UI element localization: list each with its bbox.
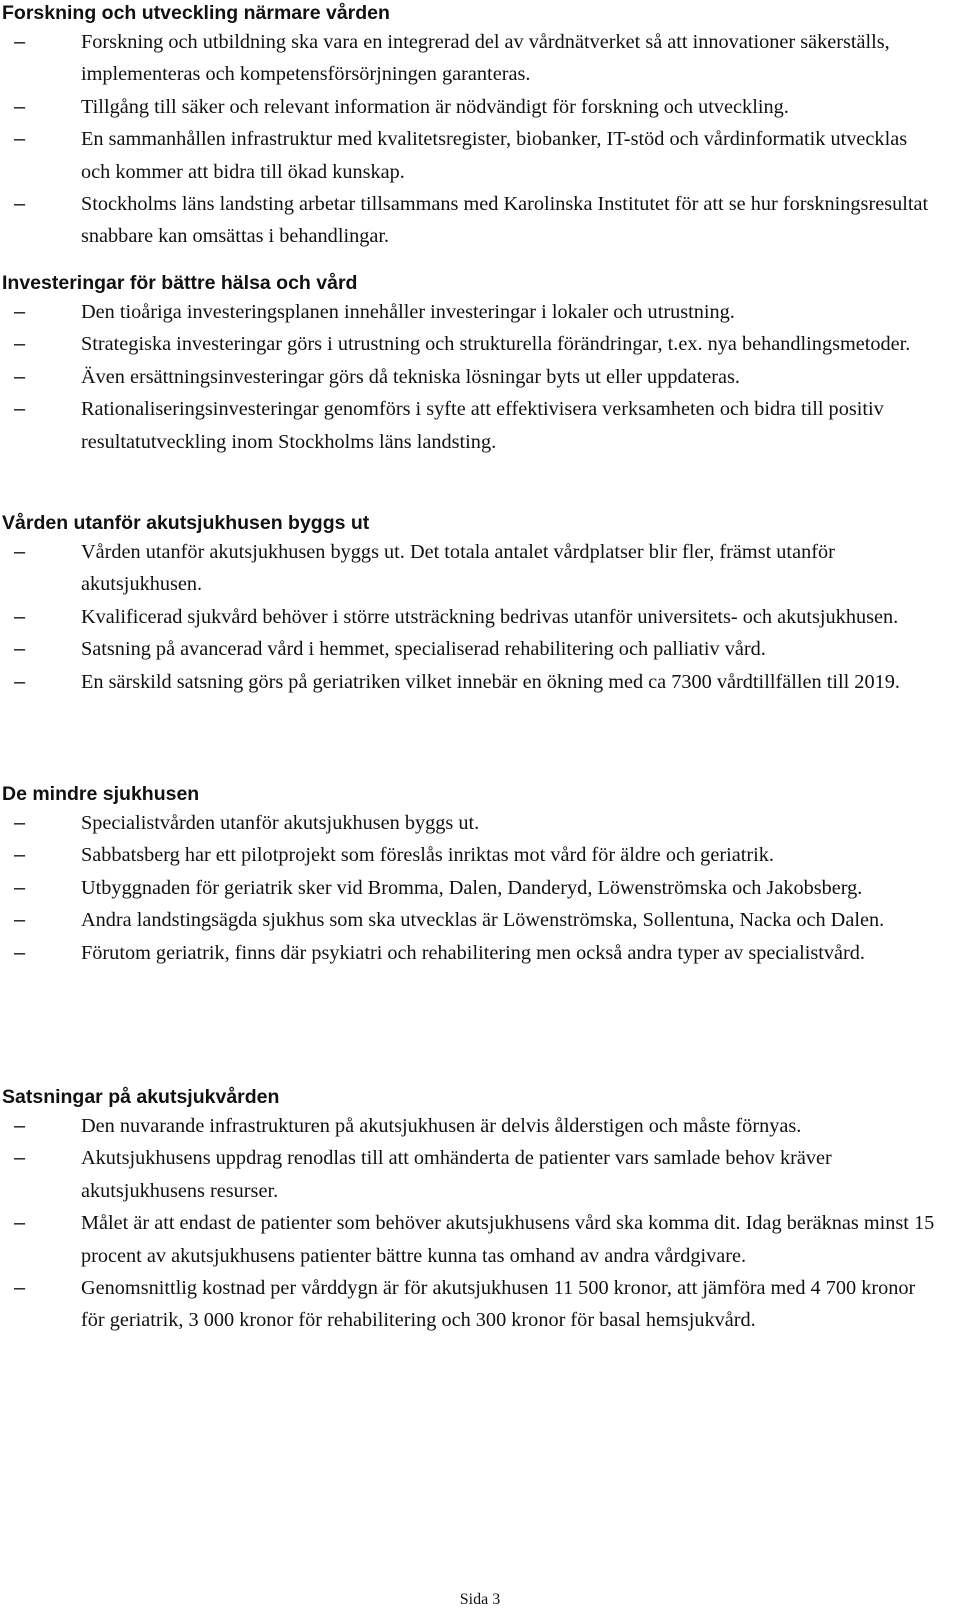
section-mindre-sjukhusen [0,781,960,969]
item-text: Kvalificerad sjukvård behöver i större utsträckning bedrivas utanför universitets- och akutsjukhusen. [81,605,899,628]
dash-bullet: – [14,95,26,118]
dash-bullet: – [14,812,26,834]
list-item [0,601,960,633]
dash-bullet: – [14,909,26,932]
item-text: Även ersättningsinvesteringar görs då tekniska lösningar byts ut eller uppdateras. [81,365,740,388]
section-akutsjukvarden [0,1084,960,1337]
dash-bullet: – [14,398,26,421]
bullet-list [0,26,960,253]
dash-bullet: – [14,1115,26,1137]
section-heading: Investeringar för bättre hälsa och vård [2,272,358,294]
section-forskning [0,0,960,253]
dash-bullet: – [14,1277,26,1300]
item-text: Strategiska investeringar görs i utrustning och strukturella förändringar, t.ex. nya behandlingsmetoder. [81,333,911,356]
list-item [0,26,960,91]
item-text: Den tioåriga investeringsplanen innehåller investeringar i lokaler och utrustning. [81,301,735,323]
list-item [0,633,960,665]
section-heading: Forskning och utveckling närmare vården [2,2,390,24]
item-text: Sabbatsberg har ett pilotprojekt som föreslås inriktas mot vård för äldre och geriatrik. [81,844,774,867]
list-item [0,807,960,839]
section-varden-utanfor [0,510,960,698]
list-item [0,123,960,188]
section-heading: De mindre sjukhusen [2,783,200,805]
item-text: Akutsjukhusens uppdrag renodlas till att omhänderta de patienter vars samlade behov kräver akutsjukhusens resurser. [81,1147,832,1202]
dash-bullet: – [14,193,26,216]
item-text: Utbyggnaden för geriatrik sker vid Bromma, Dalen, Danderyd, Löwenströmska och Jakobsberg. [81,876,863,899]
item-text: Vården utanför akutsjukhusen byggs ut. Det totala antalet vårdplatser blir fler, främst utanför akutsjukhusen. [81,541,835,596]
item-text: Satsning på avancerad vård i hemmet, specialiserad rehabilitering och palliativ vård. [81,638,766,661]
dash-bullet: – [14,333,26,356]
dash-bullet: – [14,301,26,323]
list-item [0,536,960,601]
dash-bullet: – [14,670,26,693]
item-text: Specialistvården utanför akutsjukhusen byggs ut. [81,812,480,834]
list-item [0,328,960,360]
dash-bullet: – [14,128,26,151]
bullet-list [0,1110,960,1337]
dash-bullet: – [14,365,26,388]
dash-bullet: – [14,605,26,628]
list-item [0,361,960,393]
bullet-list [0,296,960,458]
list-item [0,839,960,871]
item-text: Tillgång till säker och relevant information är nödvändigt för forskning och utveckling. [81,95,789,118]
dash-bullet: – [14,844,26,867]
dash-bullet: – [14,1147,26,1170]
item-text: Målet är att endast de patienter som behöver akutsjukhusens vård ska komma dit. Idag beräknas minst 15 procent av akutsjukhusens patienter bättre kunna tas omhand av andra vårdgivare. [81,1212,935,1267]
list-item [0,91,960,123]
item-text: Rationaliseringsinvesteringar genomförs i syfte att effektivisera verksamheten och bidra till positiv resultatutveckling inom Stockholms läns landsting. [81,398,884,453]
section-investeringar [0,270,960,458]
list-item [0,188,960,253]
page-number: Sida 3 [459,1591,501,1608]
list-item [0,1207,960,1272]
list-item [0,1272,960,1337]
list-item [0,904,960,936]
dash-bullet: – [14,941,26,964]
section-heading: Satsningar på akutsjukvården [2,1086,280,1108]
list-item [0,1110,960,1142]
list-item [0,872,960,904]
item-text: Andra landstingsägda sjukhus som ska utvecklas är Löwenströmska, Sollentuna, Nacka och Dalen. [81,909,885,932]
section-heading: Vården utanför akutsjukhusen byggs ut [2,512,370,534]
dash-bullet: – [14,876,26,899]
list-item [0,393,960,458]
item-text: Forskning och utbildning ska vara en integrerad del av vårdnätverket så att innovationer säkerställs, implementeras och kompetensförsörjningen garanteras. [81,31,890,86]
item-text: Förutom geriatrik, finns där psykiatri och rehabilitering men också andra typer av specialistvård. [81,941,865,964]
item-text: En särskild satsning görs på geriatriken vilket innebär en ökning med ca 7300 vårdtillfällen till 2019. [81,670,900,693]
item-text: Genomsnittlig kostnad per vårddygn är för akutsjukhusen 11 500 kronor, att jämföra med 4 700 kronor för geriatrik, 3 000 kronor för rehabilitering och 300 kronor för basal hemsjukvård. [81,1277,916,1332]
item-text: En sammanhållen infrastruktur med kvalitetsregister, biobanker, IT-stöd och vårdinformatik utvecklas och kommer att bidra till ökad kunskap. [81,128,908,183]
bullet-list [0,807,960,969]
list-item [0,937,960,969]
dash-bullet: – [14,1212,26,1235]
dash-bullet: – [14,31,26,53]
dash-bullet: – [14,541,26,563]
list-item [0,1142,960,1207]
item-text: Stockholms läns landsting arbetar tillsammans med Karolinska Institutet för att se hur forskningsresultat snabbare kan omsättas i behandlingar. [81,193,929,248]
item-text: Den nuvarande infrastrukturen på akutsjukhusen är delvis ålderstigen och måste förnyas. [81,1115,802,1137]
list-item [0,296,960,328]
list-item [0,666,960,698]
dash-bullet: – [14,638,26,661]
bullet-list [0,536,960,698]
